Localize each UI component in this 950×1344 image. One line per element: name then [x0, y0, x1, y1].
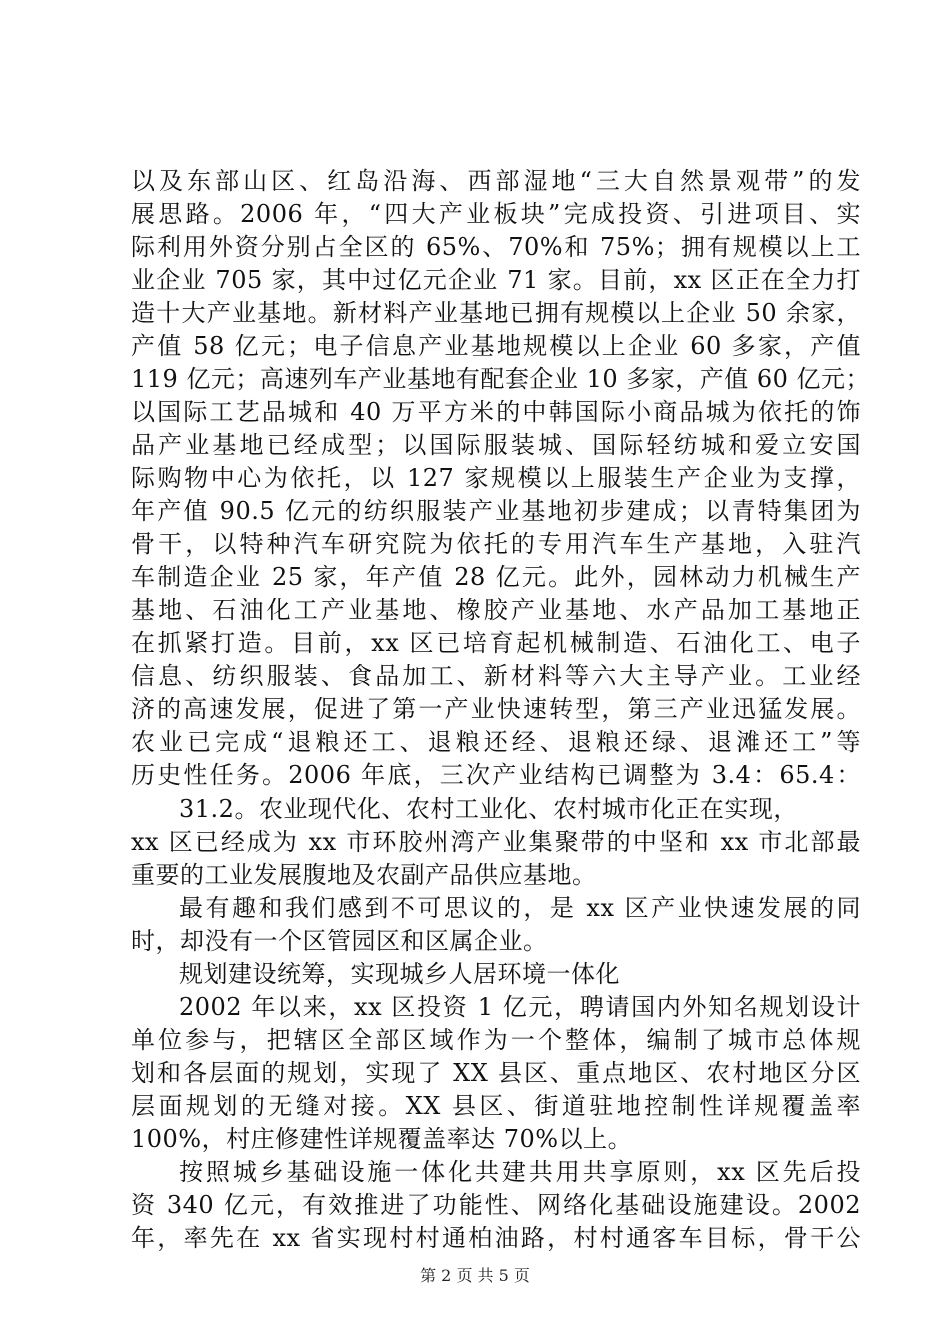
- text-line: 造十大产业基地。新材料产业基地已拥有规模以上企业 50 余家，: [131, 299, 861, 327]
- text-line: 农业已完成“退粮还工、退粮还经、退粮还绿、退滩还工”等: [131, 728, 861, 756]
- text-line: 历史性任务。2006 年底，三次产业结构已调整为 3.4：65.4：: [131, 761, 861, 789]
- text-line: 重要的工业发展腹地及农副产品供应基地。: [131, 861, 597, 889]
- text-line: 2002 年以来，xx 区投资 1 亿元，聘请国内外知名规划设计: [179, 993, 861, 1021]
- text-line: 100%，村庄修建性详规覆盖率达 70%以上。: [131, 1125, 633, 1153]
- text-line: 业企业 705 家，其中过亿元企业 71 家。目前，xx 区正在全力打: [131, 266, 861, 294]
- text-line: 31.2。农业现代化、农村工业化、农村城市化正在实现，: [179, 795, 798, 823]
- text-line: 在抓紧打造。目前，xx 区已培育起机械制造、石油化工、电子: [131, 629, 861, 657]
- text-line: 119 亿元；高速列车产业基地有配套企业 10 多家，产值 60 亿元；: [131, 365, 871, 393]
- text-line: 以及东部山区、红岛沿海、西部湿地“三大自然景观带”的发: [131, 167, 861, 195]
- text-line: 车制造企业 25 家，年产值 28 亿元。此外，园林动力机械生产: [131, 563, 861, 591]
- text-line: 际购物中心为依托，以 127 家规模以上服装生产企业为支撑，: [131, 464, 861, 492]
- text-line: 基地、石油化工产业基地、橡胶产业基地、水产品加工基地正: [131, 596, 861, 624]
- text-line: 规划建设统筹，实现城乡人居环境一体化: [179, 960, 620, 988]
- text-line: 展思路。2006 年，“四大产业板块”完成投资、引进项目、实: [131, 200, 861, 228]
- text-line: 际利用外资分别占全区的 65%、70%和 75%；拥有规模以上工: [131, 233, 861, 261]
- text-line: 按照城乡基础设施一体化共建共用共享原则，xx 区先后投: [179, 1158, 861, 1186]
- text-line: xx 区已经成为 xx 市环胶州湾产业集聚带的中坚和 xx 市北部最: [131, 828, 861, 856]
- text-line: 年产值 90.5 亿元的纺织服装产业基地初步建成；以青特集团为: [131, 497, 861, 525]
- text-line: 时，却没有一个区管园区和区属企业。: [131, 927, 548, 955]
- text-line: 产值 58 亿元；电子信息产业基地规模以上企业 60 多家，产值: [131, 332, 861, 360]
- text-line: 划和各层面的规划，实现了 XX 县区、重点地区、农村地区分区: [131, 1059, 861, 1087]
- text-line: 年，率先在 xx 省实现村村通柏油路，村村通客车目标，骨干公: [131, 1224, 861, 1252]
- text-line: 资 340 亿元，有效推进了功能性、网络化基础设施建设。2002: [131, 1191, 861, 1219]
- text-line: 层面规划的无缝对接。XX 县区、街道驻地控制性详规覆盖率: [131, 1092, 861, 1120]
- text-line: 以国际工艺品城和 40 万平方米的中韩国际小商品城为依托的饰: [131, 398, 861, 426]
- text-line: 信息、纺织服装、食品加工、新材料等六大主导产业。工业经: [131, 662, 861, 690]
- text-line: 济的高速发展，促进了第一产业快速转型，第三产业迅猛发展。: [131, 695, 861, 723]
- text-line: 最有趣和我们感到不可思议的，是 xx 区产业快速发展的同: [179, 894, 861, 922]
- text-line: 骨干，以特种汽车研究院为依托的专用汽车生产基地，入驻汽: [131, 530, 861, 558]
- text-line: 单位参与，把辖区全部区域作为一个整体，编制了城市总体规: [131, 1026, 861, 1054]
- text-line: 品产业基地已经成型；以国际服装城、国际轻纺城和爱立安国: [131, 431, 861, 459]
- page-footer: 第 2 页 共 5 页: [420, 1266, 530, 1285]
